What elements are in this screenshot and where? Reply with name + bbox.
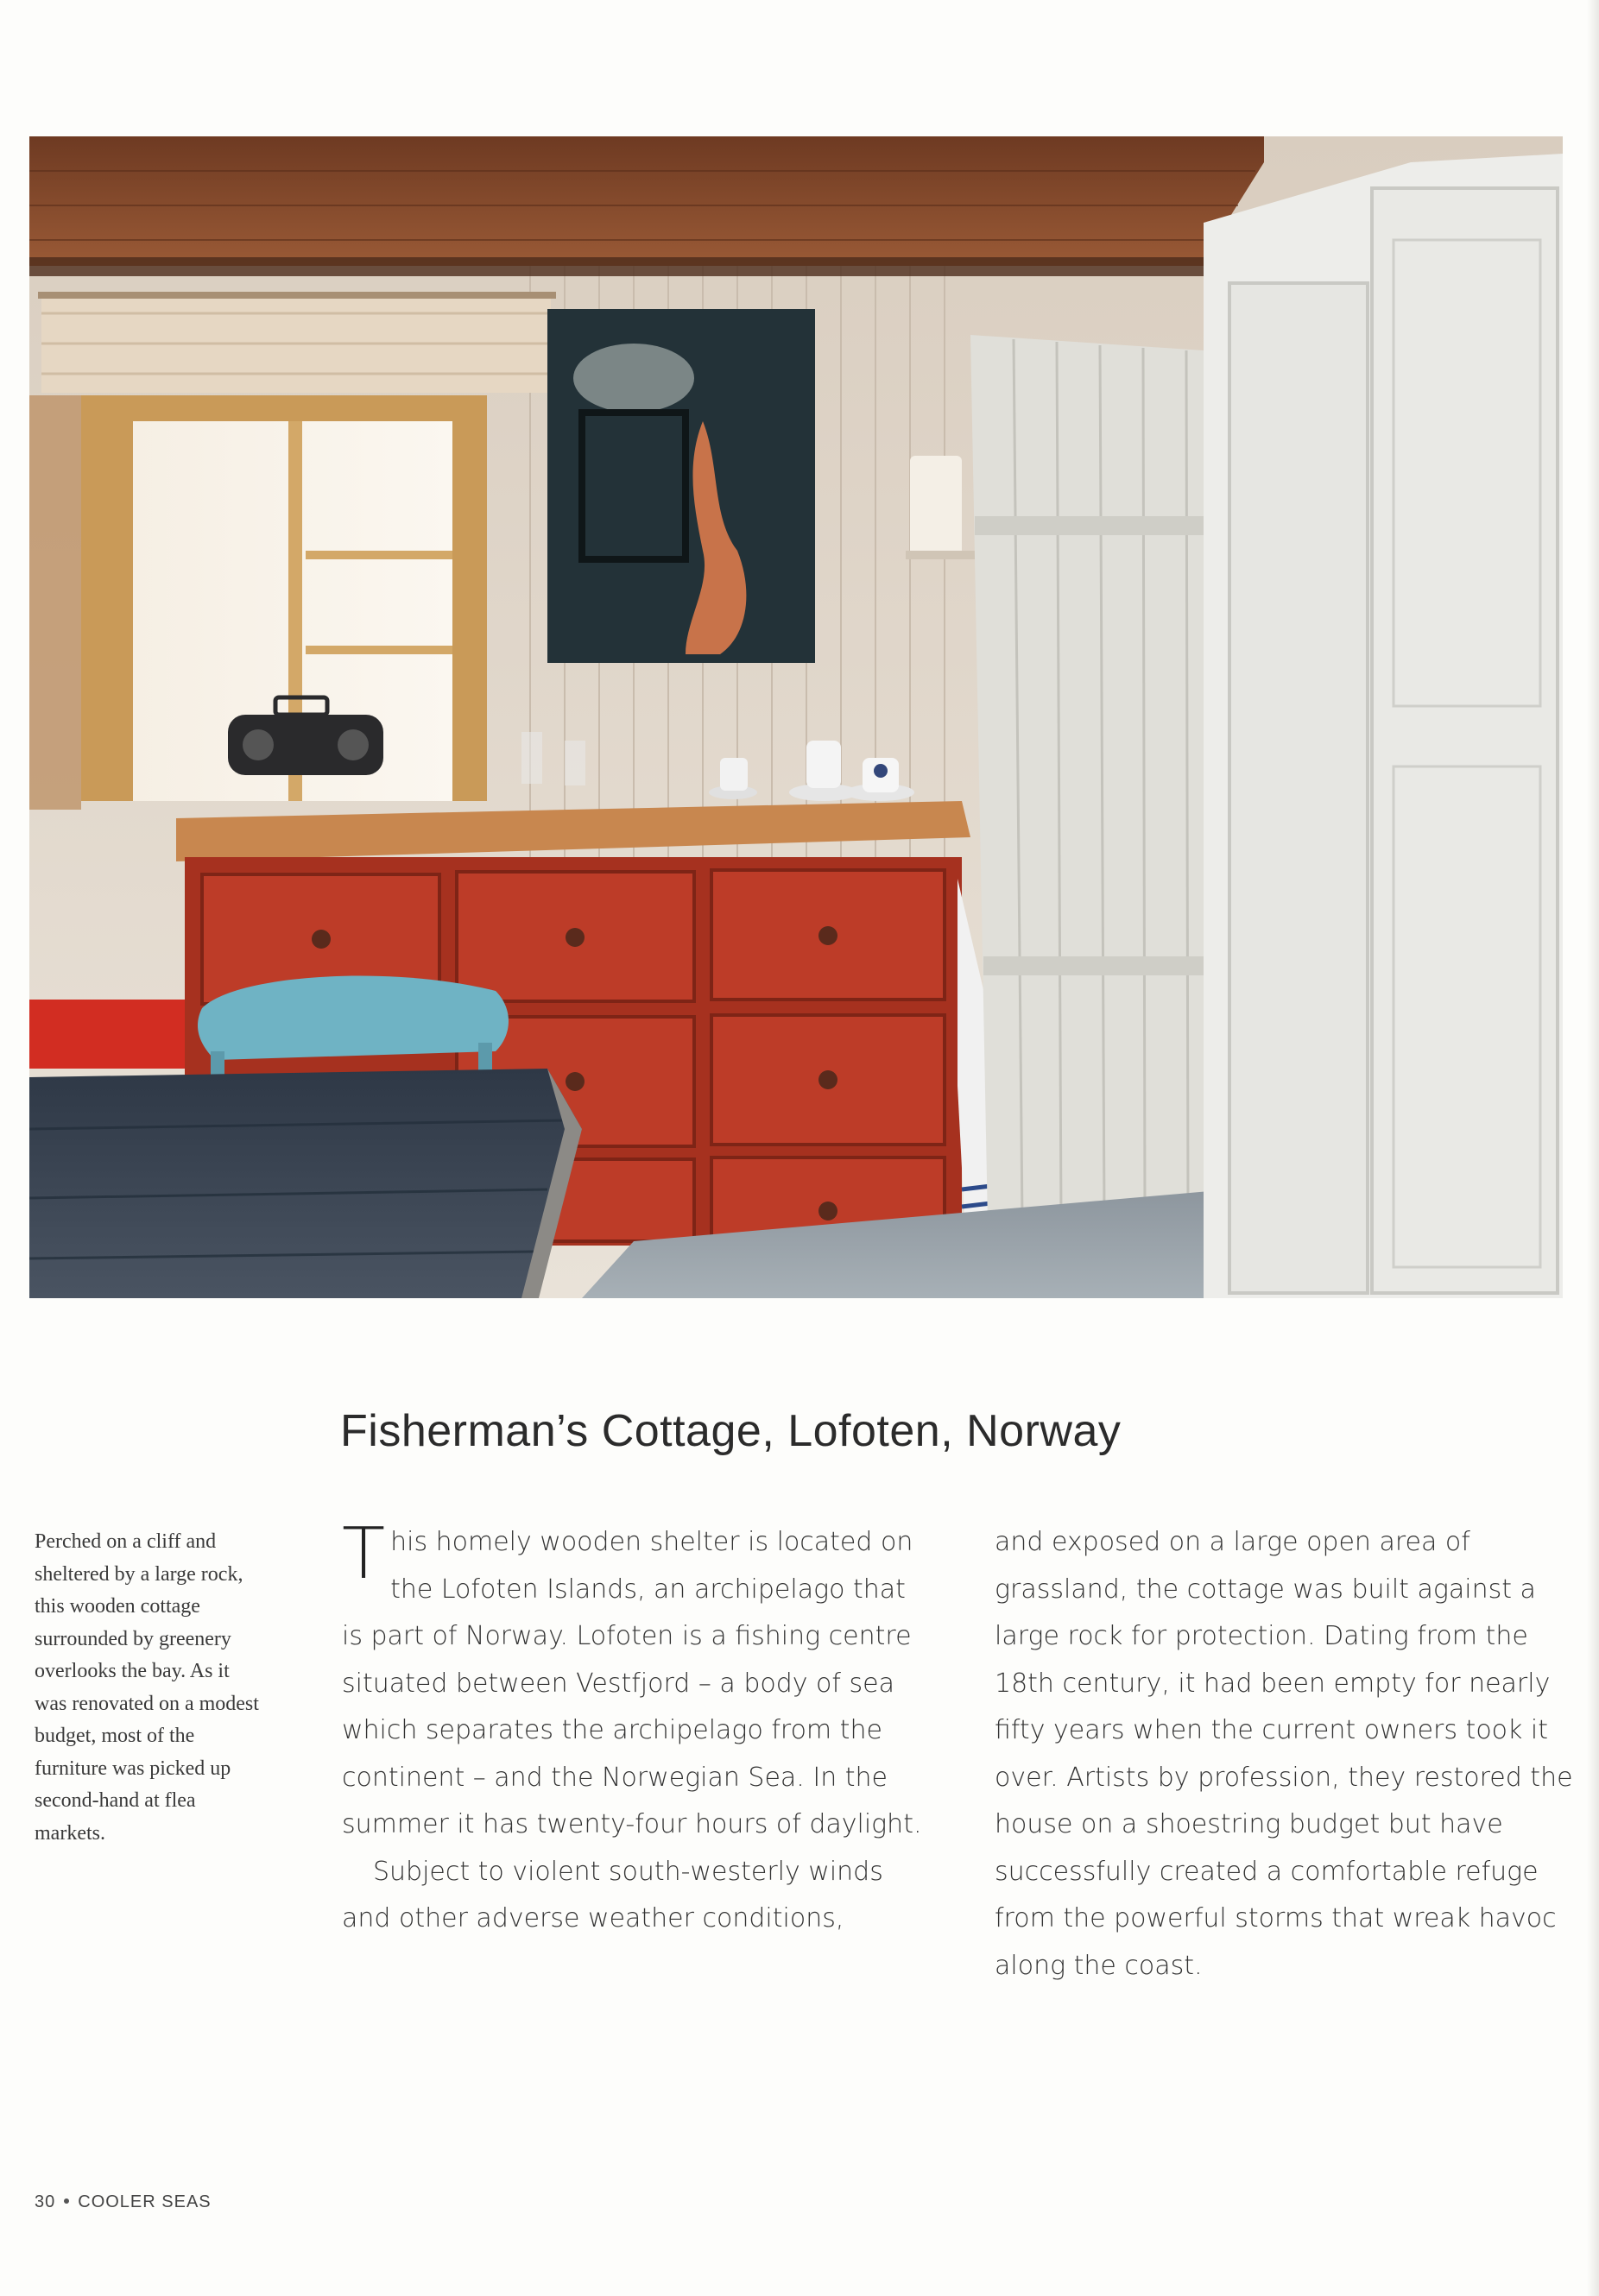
cottage-interior-photo xyxy=(29,136,1563,1298)
page-edge-shadow xyxy=(1587,0,1599,2296)
caption-text: Perched on a cliff and sheltered by a large rock, this wooden cottage surrounded by greenery overlooks the bay. As it was renovated on a modest budget, most of the furniture was picked up second-hand at flea markets. xyxy=(35,1530,259,1845)
photo-caption xyxy=(35,1526,259,1850)
paragraph-1 xyxy=(342,1513,929,1849)
paragraph-2-end: and exposed on a large open area of grassland, the cottage was built against a large rock for protection. Dating from the 18th century, it had been empty for nearly fifty years when the current owners took it over. Artists by profession, they restored the house on a shoestring budget but have successfully created a comfortable refuge from the powerful storms that wreak havoc along the coast. xyxy=(995,1527,1573,1981)
article-title: Fisherman’s Cottage, Lofoten, Norway xyxy=(340,1406,1122,1456)
blue-chair xyxy=(198,976,509,1060)
interior-illustration xyxy=(29,136,1563,1298)
dark-table xyxy=(29,1069,582,1298)
body-column-left xyxy=(342,1513,929,1943)
bullet-separator xyxy=(64,2198,69,2204)
drop-cap: T xyxy=(342,1513,386,1595)
page-folio xyxy=(35,2192,212,2212)
paragraph-1-text: his homely wooden shelter is located on the Lofoten Islands, an archipelago that is part of Norway. Lofoten is a fishing centre situated between Vestfjord – a body of sea which separates the archipelago from the continent – and the Norwegian Sea. In the summer it has twenty-four hours of daylight. xyxy=(342,1527,922,1839)
body-column-right xyxy=(995,1519,1582,1990)
paragraph-2-start: Subject to violent south-westerly winds and other adverse weather conditions, xyxy=(342,1856,883,1933)
section-name: COOLER SEAS xyxy=(78,2192,212,2211)
wooden-ceiling xyxy=(29,136,1264,266)
page-number: 30 xyxy=(35,2192,56,2211)
